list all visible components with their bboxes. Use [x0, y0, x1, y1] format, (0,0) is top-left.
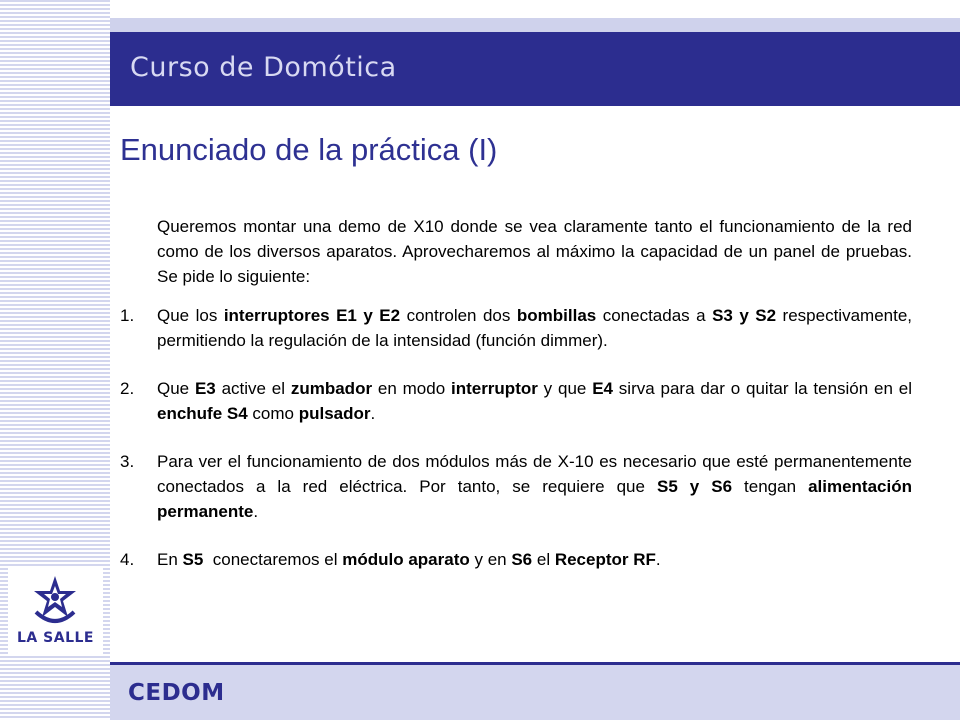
course-title: Curso de Domótica	[130, 52, 397, 83]
list-item	[120, 547, 912, 572]
slide-content	[120, 214, 912, 595]
list-number: 4.	[120, 550, 135, 569]
list-text: Que E3 active el zumbador en modo interruptor y que E4 sirva para dar o quitar la tensión en el enchufe S4 como pulsador.	[157, 379, 912, 423]
footer-label: CEDOM	[128, 680, 225, 706]
list-text: Que los interruptores E1 y E2 controlen dos bombillas conectadas a S3 y S2 respectivamente, permitiendo la regulación de la intensidad (función dimmer).	[157, 306, 913, 350]
list-item	[120, 449, 912, 524]
list-item	[120, 303, 912, 353]
list-text: Para ver el funcionamiento de dos módulos más de X-10 es necesario que esté permanentemente conectados a la red eléctrica. Por tanto, se requiere que S5 y S6 tengan alimentación permanente.	[157, 452, 912, 521]
list-number: 1.	[120, 306, 135, 325]
list-number: 3.	[120, 452, 135, 471]
list-text: En S5 conectaremos el módulo aparato y en S6 el Receptor RF.	[157, 550, 661, 569]
top-accent-bar	[110, 18, 960, 32]
star-icon	[30, 572, 80, 626]
footer-band	[110, 665, 960, 720]
logo-text: LA SALLE	[17, 630, 94, 646]
list-item	[120, 376, 912, 426]
la-salle-logo	[8, 566, 103, 656]
slide-title: Enunciado de la práctica (I)	[120, 132, 498, 167]
intro-paragraph: Queremos montar una demo de X10 donde se vea claramente tanto el funcionamiento de la red como de los diversos aparatos. Aprovecharemos al máximo la capacidad de un panel de pruebas. Se pide lo siguiente:	[157, 217, 912, 286]
list-number: 2.	[120, 379, 135, 398]
